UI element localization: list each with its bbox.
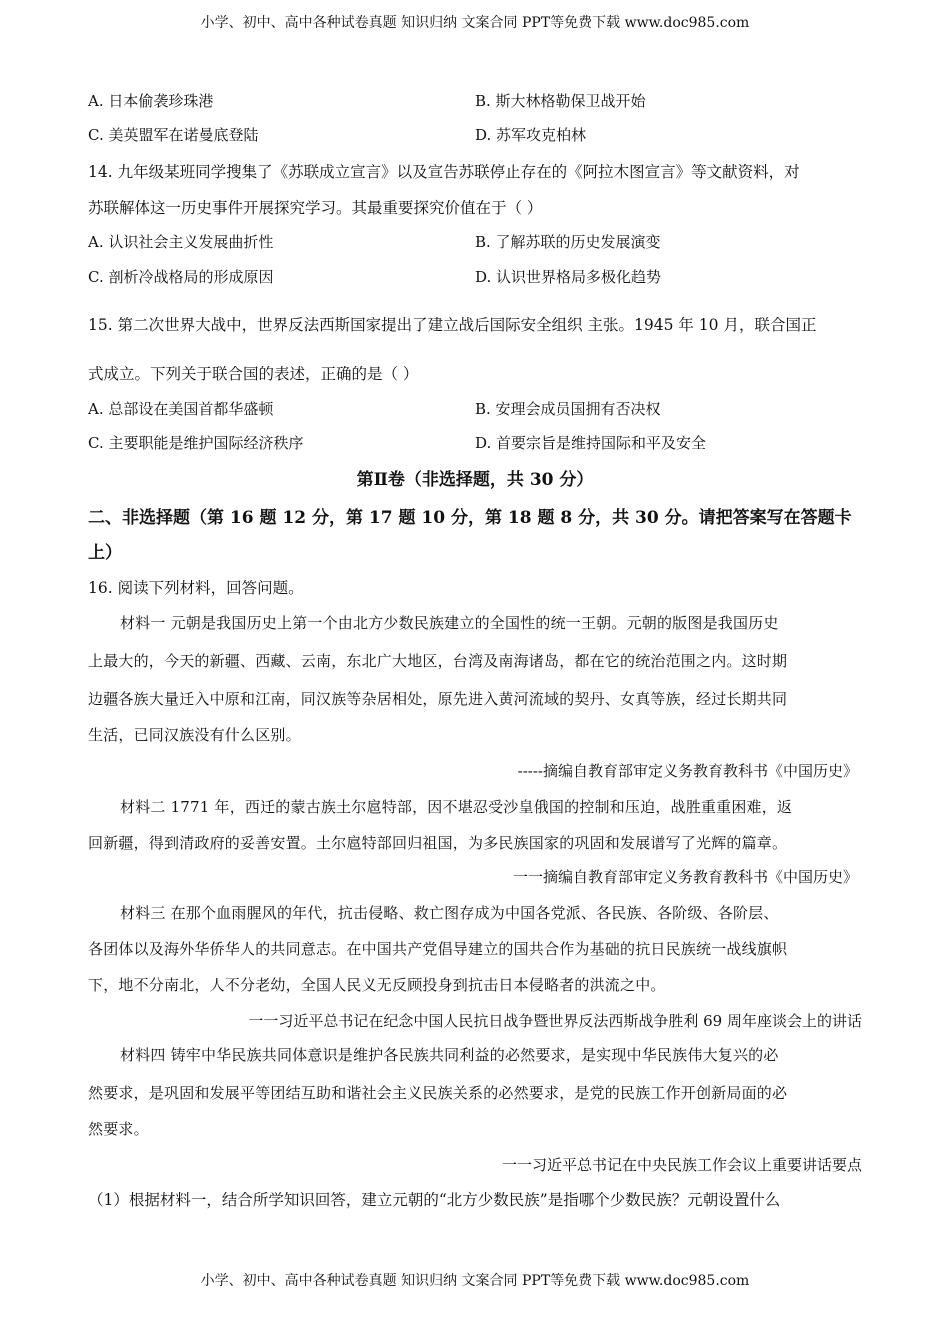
material3-line1: 材料三 在那个血雨腥风的年代，抗击侵略、救亡图存成为中国各党派、各民族、各阶级、各阶层、: [120, 904, 779, 922]
part2-heading-line1: 二、非选择题（第 16 题 12 分，第 17 题 10 分，第 18 题 8 分，共 30 分。请把答案写在答题卡: [88, 508, 852, 528]
q13-option-a: A. 日本偷袭珍珠港: [88, 92, 214, 110]
q13-option-c: C. 美英盟军在诺曼底登陆: [88, 126, 259, 144]
q15-option-c: C. 主要职能是维护国际经济秩序: [88, 434, 304, 452]
q16-subquestion-1: （1）根据材料一，结合所学知识回答，建立元朝的“北方少数民族”是指哪个少数民族？元朝设置什么: [88, 1191, 781, 1209]
q15-option-d: D. 首要宗旨是维持国际和平及安全: [475, 434, 707, 452]
page-footer: 小学、初中、高中各种试卷真题 知识归纳 文案合同 PPT等免费下载 www.doc985.com: [200, 1273, 750, 1289]
material4-line2: 然要求，是巩固和发展平等团结互助和谐社会主义民族关系的必然要求，是党的民族工作开创新局面的必: [88, 1084, 788, 1102]
q15-option-a: A. 总部设在美国首都华盛顿: [88, 400, 274, 418]
material4-line3: 然要求。: [88, 1120, 149, 1138]
material3-source: 一一习近平总书记在纪念中国人民抗日战争暨世界反法西斯战争胜利 69 周年座谈会上的讲话: [248, 1012, 862, 1030]
material3-line2: 各团体以及海外华侨华人的共同意志。在中国共产党倡导建立的国共合作为基础的抗日民族统一战线旗帜: [88, 940, 788, 958]
part2-heading-line2: 上）: [88, 543, 122, 563]
q14-option-b: B. 了解苏联的历史发展演变: [475, 233, 661, 251]
material1-line4: 生活，已同汉族没有什么区别。: [88, 726, 301, 744]
q14-option-a: A. 认识社会主义发展曲折性: [88, 233, 274, 251]
q16-stem: 16. 阅读下列材料，回答问题。: [88, 579, 304, 597]
q14-option-d: D. 认识世界格局多极化趋势: [475, 268, 662, 286]
material2-line1: 材料二 1771 年，西迁的蒙古族土尔扈特部，因不堪忍受沙皇俄国的控制和压迫，战胜重重困难，返: [120, 798, 793, 816]
q14-stem-line2: 苏联解体这一历史事件开展探究学习。其最重要探究价值在于（ ）: [88, 199, 543, 217]
material1-line2: 上最大的，今天的新疆、西藏、云南，东北广大地区，台湾及南海诸岛，都在它的统治范围之内。这时期: [88, 652, 788, 670]
q15-option-b: B. 安理会成员国拥有否决权: [475, 400, 661, 418]
material2-line2: 回新疆，得到清政府的妥善安置。土尔扈特部回归祖国，为多民族国家的巩固和发展谱写了光辉的篇章。: [88, 834, 788, 852]
material4-line1: 材料四 铸牢中华民族共同体意识是维护各民族共同利益的必然要求，是实现中华民族伟大复兴的必: [120, 1046, 779, 1064]
material2-source: 一一摘编自教育部审定义务教育教科书《中国历史》: [512, 868, 858, 886]
q14-stem-line1: 14. 九年级某班同学搜集了《苏联成立宣言》以及宣告苏联停止存在的《阿拉木图宣言》等文献资料，对: [88, 163, 800, 181]
q15-stem-line2: 式成立。下列关于联合国的表述，正确的是（ ）: [88, 365, 419, 383]
q13-option-d: D. 苏军攻克柏林: [475, 126, 587, 144]
material1-source: -----摘编自教育部审定义务教育教科书《中国历史》: [517, 762, 858, 780]
q14-option-c: C. 剖析冷战格局的形成原因: [88, 268, 274, 286]
material1-line3: 边疆各族大量迁入中原和江南，同汉族等杂居相处，原先进入黄河流域的契丹、女真等族，经过长期共同: [88, 690, 788, 708]
q15-stem-line1: 15. 第二次世界大战中，世界反法西斯国家提出了建立战后国际安全组织 主张。1945 年 10 月，联合国正: [88, 316, 817, 334]
material1-line1: 材料一 元朝是我国历史上第一个由北方少数民族建立的全国性的统一王朝。元朝的版图是我国历史: [120, 614, 779, 632]
page-header: 小学、初中、高中各种试卷真题 知识归纳 文案合同 PPT等免费下载 www.doc985.com: [200, 15, 750, 31]
material4-source: 一一习近平总书记在中央民族工作会议上重要讲话要点: [501, 1156, 862, 1174]
part2-title: 第Ⅱ卷（非选择题，共 30 分）: [356, 470, 594, 490]
material3-line3: 下，地不分南北，人不分老幼，全国人民义无反顾投身到抗击日本侵略者的洪流之中。: [88, 976, 666, 994]
q13-option-b: B. 斯大林格勒保卫战开始: [475, 92, 646, 110]
